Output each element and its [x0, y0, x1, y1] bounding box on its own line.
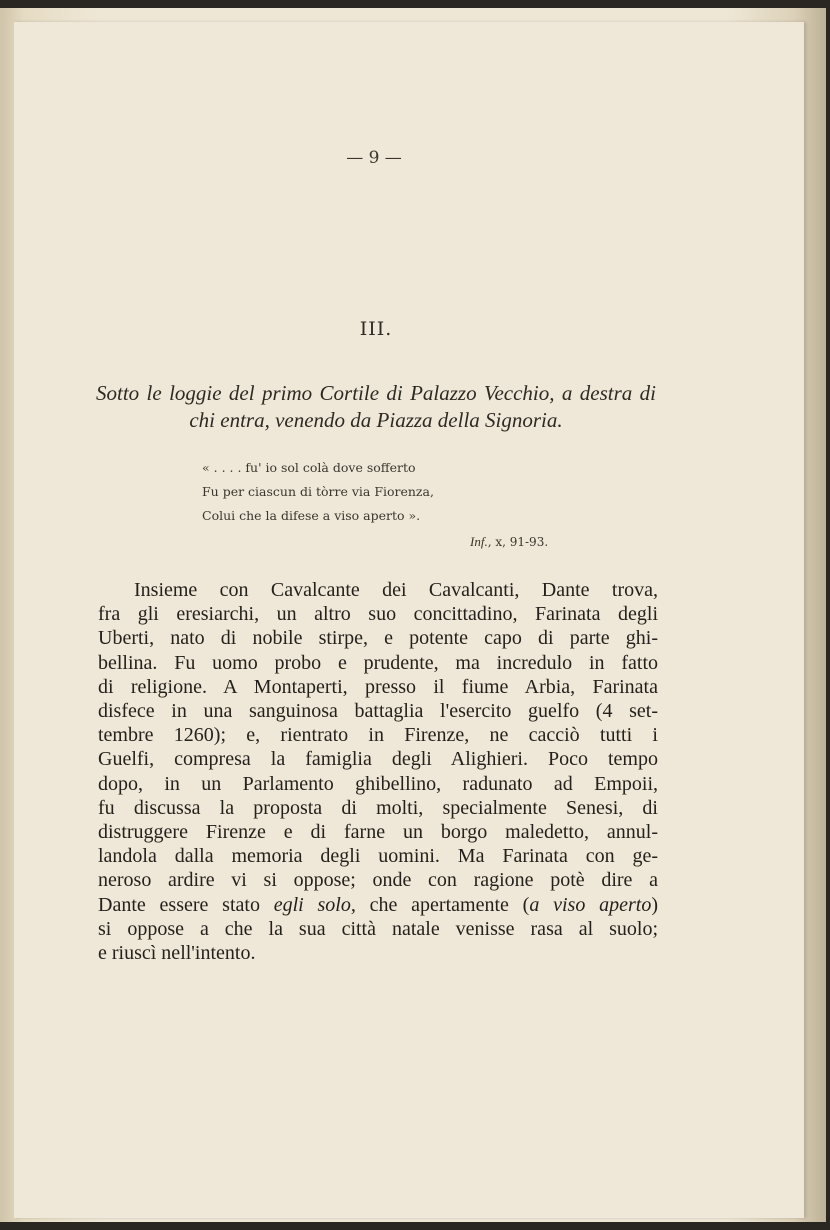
epigraph-line: Colui che la difese a viso aperto ».: [202, 508, 421, 523]
body-italic-text: a viso aperto: [529, 893, 652, 916]
body-line: fra gli eresiarchi, un altro suo concittadino, Farinata degli: [98, 603, 658, 626]
body-line: distruggere Firenze e di farne un borgo maledetto, annul-: [98, 821, 658, 844]
page-stack: [0, 8, 826, 1222]
body-line: landola dalla memoria degli uomini. Ma Farinata con ge-: [98, 845, 658, 868]
epigraph-line: Fu per ciascun di tòrre via Fiorenza,: [202, 484, 434, 499]
page-number: — 9 —: [346, 148, 402, 168]
body-text: Dante essere stato: [98, 893, 274, 916]
citation-ref: , x, 91-93.: [487, 535, 549, 549]
subtitle-line: Sotto le loggie del primo Cortile di Palazzo Vecchio, a: [96, 381, 573, 405]
citation-work: Inf.: [470, 534, 488, 549]
body-line: neroso ardire vi si oppose; onde con ragione potè dire a: [98, 869, 658, 892]
body-line: tembre 1260); e, rientrato in Firenze, ne cacciò tutti i: [98, 724, 658, 747]
body-paragraph: [98, 578, 658, 965]
body-line: [98, 893, 658, 917]
body-line: bellina. Fu uomo probo e prudente, ma incredulo in fatto: [98, 651, 658, 674]
body-line: Uberti, nato di nobile stirpe, e potente capo di parte ghi-: [98, 627, 658, 650]
body-line: Insieme con Cavalcante dei Cavalcanti, Dante trova,: [134, 579, 658, 601]
epigraph-citation: [470, 534, 548, 550]
body-text: che apertamente (: [355, 893, 530, 916]
body-text: ): [651, 893, 658, 916]
epigraph: [202, 456, 582, 528]
body-line: di religione. A Montaperti, presso il fiume Arbia, Farinata: [98, 675, 658, 698]
chapter-subtitle: [96, 380, 656, 434]
body-line: fu discussa la proposta di molti, specialmente Senesi, di: [98, 796, 658, 819]
body-line: si oppose a che la sua città natale venisse rasa al suolo;: [98, 917, 658, 940]
subtitle-line: destra di chi entra, venendo da Piazza della Signoria.: [189, 381, 656, 432]
body-line: disfece in una sanguinosa battaglia l'esercito guelfo (4 set-: [98, 700, 658, 723]
body-line: dopo, in un Parlamento ghibellino, radunato ad Empoii,: [98, 772, 658, 795]
chapter-heading: III.: [359, 318, 393, 340]
body-italic-text: egli solo,: [273, 893, 356, 916]
book-page: [14, 22, 804, 1218]
body-line: Guelfi, compresa la famiglia degli Alighieri. Poco tempo: [98, 748, 658, 771]
body-line: e riuscì nell'intento.: [98, 942, 256, 965]
epigraph-line: « . . . . fu' io sol colà dove sofferto: [202, 460, 416, 475]
